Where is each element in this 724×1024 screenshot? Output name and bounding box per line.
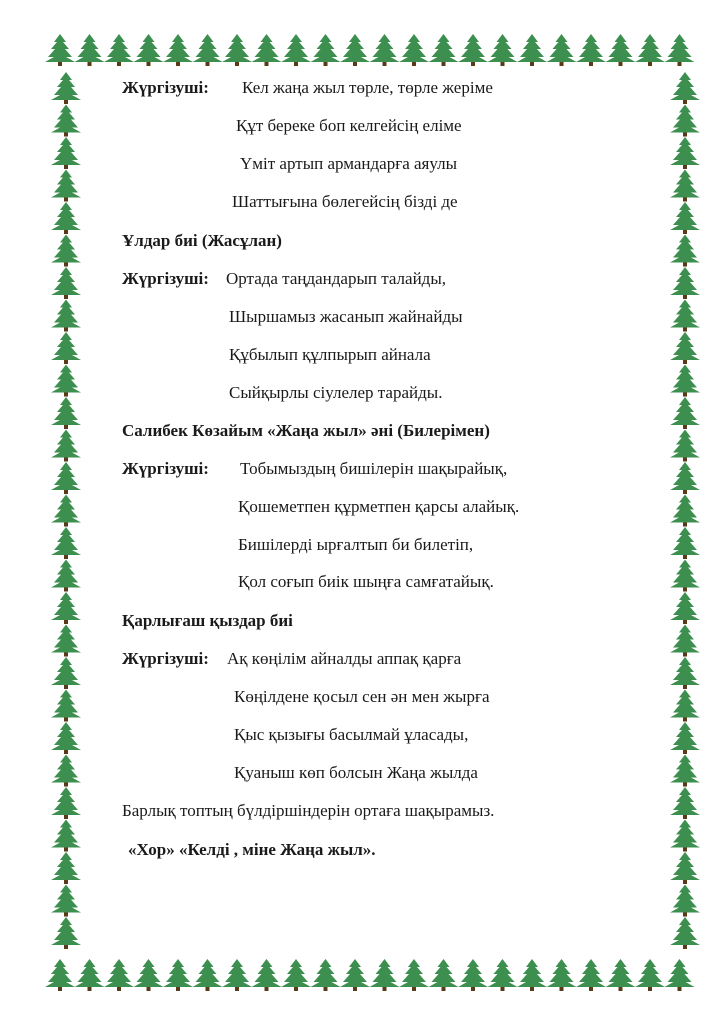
verse-line: Қуаныш көп болсын Жаңа жылда	[234, 763, 478, 782]
verse-line: Үміт артып армандарға аяулы	[240, 154, 458, 173]
speaker-label: Жүргізуші:	[122, 78, 209, 97]
verse-line: Ортада таңдандарып талайды,	[226, 269, 446, 288]
verse-line: Бишілерді ырғалтып би билетіп,	[238, 535, 474, 554]
speaker-label: Жүргізуші:	[122, 269, 209, 288]
verse-line: Сыйқырлы сіулелер тарайды.	[229, 383, 443, 402]
verse-line: Шаттығына бөлегейсің бізді де	[232, 192, 458, 211]
dance-title: Ұлдар биі (Жасұлан)	[122, 231, 282, 250]
choir-title: «Хор» «Келді , міне Жаңа жыл».	[128, 840, 376, 859]
verse-line: Құбылып құлпырып айнала	[229, 345, 431, 364]
speaker-label: Жүргізуші:	[122, 649, 209, 668]
speaker-label: Жүргізуші:	[122, 459, 209, 478]
verse-line: Шыршамыз жасанып жайнайды	[229, 307, 463, 326]
dance-title: Қарлығаш қыздар биі	[122, 611, 293, 630]
verse-line: Қол соғып биік шыңға самғатайық.	[238, 572, 494, 591]
verse-line: Көңілдене қосыл сен ән мен жырға	[234, 687, 490, 706]
song-title: Салибек Көзайым «Жаңа жыл» әні (Билерімен)	[122, 421, 490, 440]
verse-line: Кел жаңа жыл төрле, төрле жеріме	[242, 78, 493, 97]
verse-line: Тобымыздың бишілерін шақырайық,	[240, 459, 508, 478]
verse-line: Ақ көңілім айналды аппақ қарға	[227, 649, 462, 668]
invitation-line: Барлық топтың бүлдіршіндерін ортаға шақырамыз.	[122, 801, 495, 820]
verse-line: Қошеметпен құрметпен қарсы алайық.	[238, 497, 520, 516]
verse-line: Құт береке боп келгейсің еліме	[236, 116, 462, 135]
verse-line: Қыс қызығы басылмай ұласады,	[234, 725, 469, 744]
